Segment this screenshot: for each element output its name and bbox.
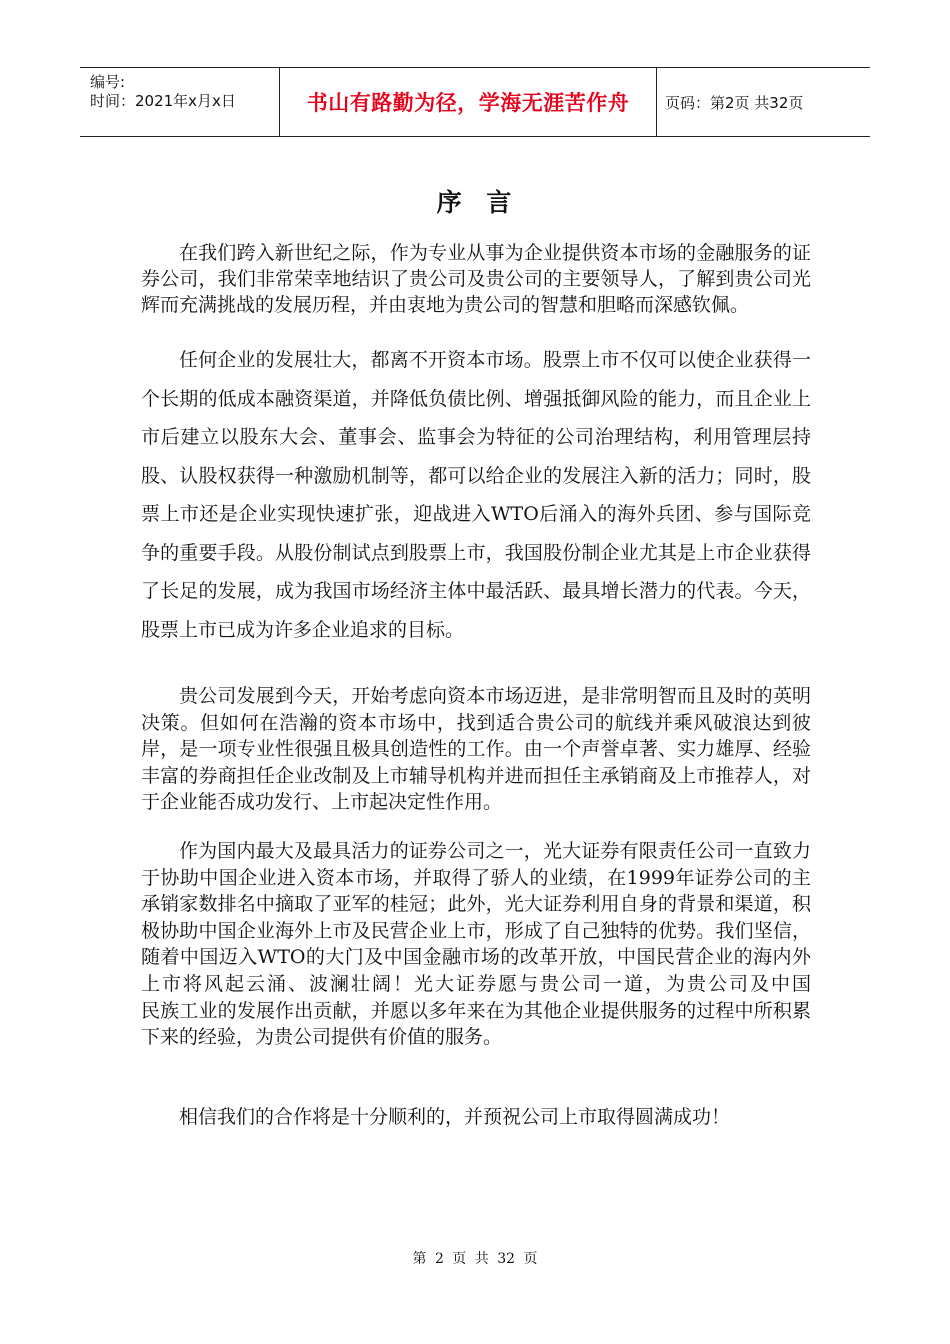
paragraph-3: 贵公司发展到今天，开始考虑向资本市场迈进，是非常明智而且及时的英明决策。但如何在浩瀚的资本市场中，找到适合贵公司的航线并乘风破浪达到彼岸，是一项专业性很强且极具创造性的工作。由一个声誉卓著、实力雄厚、经验丰富的券商担任企业改制及上市辅导机构并进而担任主承销商及上市推荐人，对于企业能否成功发行、上市起决定性作用。 [141, 685, 811, 814]
page-title: 序 言 [436, 188, 514, 217]
paragraph-5: 相信我们的合作将是十分顺利的，并预祝公司上市取得圆满成功！ [179, 1106, 731, 1128]
paragraph-2: 任何企业的发展壮大，都离不开资本市场。股票上市不仅可以使企业获得一个长期的低成本融资渠道，并降低负债比例、增强抵御风险的能力，而且企业上市后建立以股东大会、董事会、监事会为特征的公司治理结构，利用管理层持股、认股权获得一种激励机制等，都可以给企业的发展注入新的活力；同时，股票上市还是企业实现快速扩张，迎战进入WTO后涌入的海外兵团、参与国际竞争的重要手段。从股份制试点到股票上市，我国股份制企业尤其是上市企业获得了长足的发展，成为我国市场经济主体中最活跃、最具增长潜力的代表。今天，股票上市已成为许多企业追求的目标。 [141, 349, 811, 641]
document-code-label: 编号: [90, 73, 126, 91]
document-date-label: 时间：2021年x月x日 [90, 92, 236, 110]
header-table [80, 67, 870, 137]
paragraph-4: 作为国内最大及最具活力的证券公司之一，光大证券有限责任公司一直致力于协助中国企业进入资本市场，并取得了骄人的业绩，在1999年证券公司的主承销家数排名中摘取了亚军的桂冠；此外，光大证券利用自身的背景和渠道，积极协助中国企业海外上市及民营企业上市，形成了自己独特的优势。我们坚信，随着中国迈入WTO的大门及中国金融市场的改革开放，中国民营企业的海内外上市将风起云涌、波澜壮阔！光大证券愿与贵公司一道，为贵公司及中国 民族工业的发展作出贡献，并愿以多年来在为其他企业提供服务的过程中所积累下来的经验，为贵公司提供有价值的服务。 [141, 840, 869, 1049]
paragraph-1: 在我们跨入新世纪之际，作为专业从事为企业提供资本市场的金融服务的证券公司，我们非常荣幸地结识了贵公司及贵公司的主要领导人，了解到贵公司光辉而充满挑战的发展历程，并由衷地为贵公司的智慧和胆略而深感钦佩。 [141, 242, 811, 316]
header-motto: 书山有路勤为径，学海无涯苦作舟 [280, 68, 657, 136]
header-meta-cell [80, 68, 280, 136]
page-footer: 第 2 页 共 32 页 [412, 1251, 538, 1267]
header-page-info: 页码：第2页 共32页 [665, 93, 804, 112]
